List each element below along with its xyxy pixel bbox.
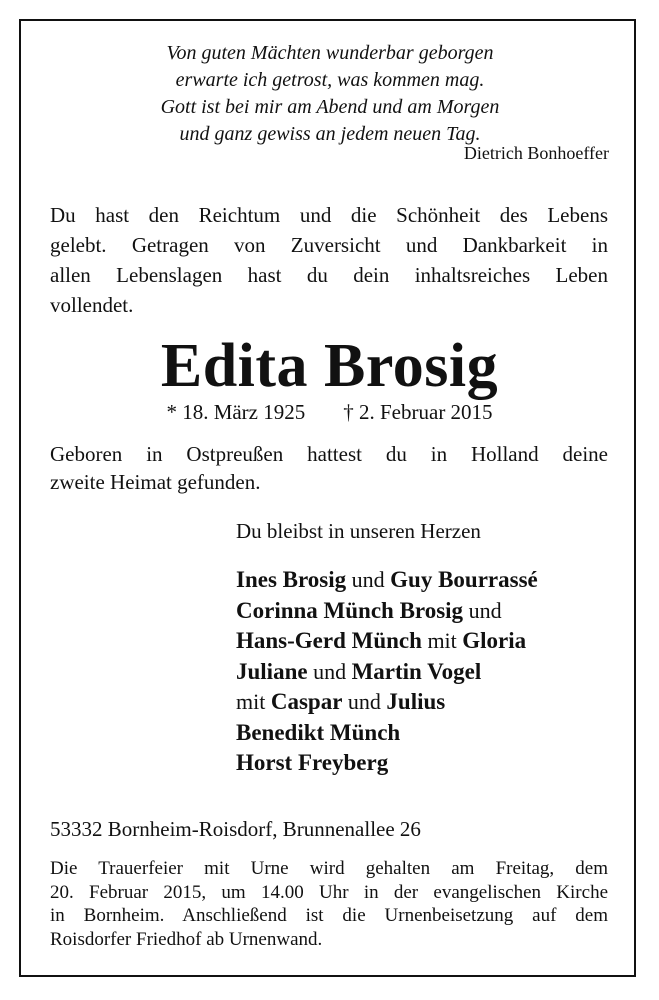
death-date: † 2. Februar 2015	[343, 400, 493, 424]
service-line: Die Trauerfeier mit Urne wird gehalten am Freitag, dem	[50, 858, 608, 879]
mourner-name: Corinna Münch Brosig	[236, 597, 464, 623]
connector: und	[346, 567, 391, 592]
service-line: Roisdorfer Friedhof ab Urnenwand.	[50, 928, 323, 950]
connector: und	[342, 689, 387, 714]
tribute-line: vollendet.	[50, 293, 134, 317]
connector: und	[307, 658, 352, 684]
mourner-name: Guy Bourrassé	[390, 567, 538, 592]
biography-line: Geboren in Ostpreußen hattest du in Holland deine	[50, 442, 608, 466]
service-line: 20. Februar 2015, um 14.00 Uhr in der evangelischen Kirche	[50, 881, 608, 903]
mourner-row	[236, 718, 538, 749]
mourner-row	[236, 687, 538, 718]
mourners-list	[236, 565, 538, 779]
mourner-row	[236, 748, 538, 779]
mourner-row	[236, 596, 538, 627]
poem	[60, 40, 600, 148]
mourner-name: Julius	[386, 689, 446, 714]
mourner-name: Martin Vogel	[351, 658, 482, 684]
connector: mit	[421, 628, 463, 653]
mourner-name: Hans-Gerd Münch	[236, 628, 422, 653]
mourner-row	[236, 626, 538, 657]
family-address: 53332 Bornheim-Roisdorf, Brunnenallee 26	[50, 817, 421, 841]
mourner-name: Benedikt Münch	[236, 719, 401, 745]
tribute-line: gelebt. Getragen von Zuversicht und Dankbarkeit in	[50, 233, 608, 257]
poem-line: Gott ist bei mir am Abend und am Morgen	[160, 96, 500, 118]
mourner-name: Caspar	[270, 689, 343, 714]
service-line: in Bornheim. Anschließend ist die Urnenbeisetzung auf dem	[50, 905, 608, 926]
biography-text	[50, 440, 608, 496]
tribute-line: allen Lebenslagen hast du dein inhaltsreiches Leben	[50, 263, 608, 287]
connector: mit	[236, 689, 271, 714]
poem-line: erwarte ich getrost, was kommen mag.	[175, 69, 485, 91]
birth-date: * 18. März 1925	[166, 400, 306, 424]
mourner-name: Gloria	[462, 628, 527, 653]
service-info	[50, 857, 608, 951]
tribute-text	[50, 200, 608, 320]
biography-line: zweite Heimat gefunden.	[50, 470, 261, 494]
poem-line: und ganz gewiss an jedem neuen Tag.	[179, 123, 481, 145]
mourner-row	[236, 657, 538, 688]
life-dates	[0, 398, 659, 426]
tribute-line: Du hast den Reichtum und die Schönheit des Lebens	[50, 203, 608, 227]
deceased-name: Edita Brosig	[160, 332, 499, 400]
poem-author: Dietrich Bonhoeffer	[463, 143, 609, 163]
mourner-row	[236, 565, 538, 596]
poem-line: Von guten Mächten wunderbar geborgen	[166, 42, 494, 64]
farewell-line: Du bleibst in unseren Herzen	[236, 519, 481, 543]
mourner-name: Horst Freyberg	[236, 750, 389, 775]
mourner-name: Ines Brosig	[236, 567, 347, 592]
mourner-name: Juliane	[236, 658, 308, 684]
connector: und	[463, 597, 502, 623]
